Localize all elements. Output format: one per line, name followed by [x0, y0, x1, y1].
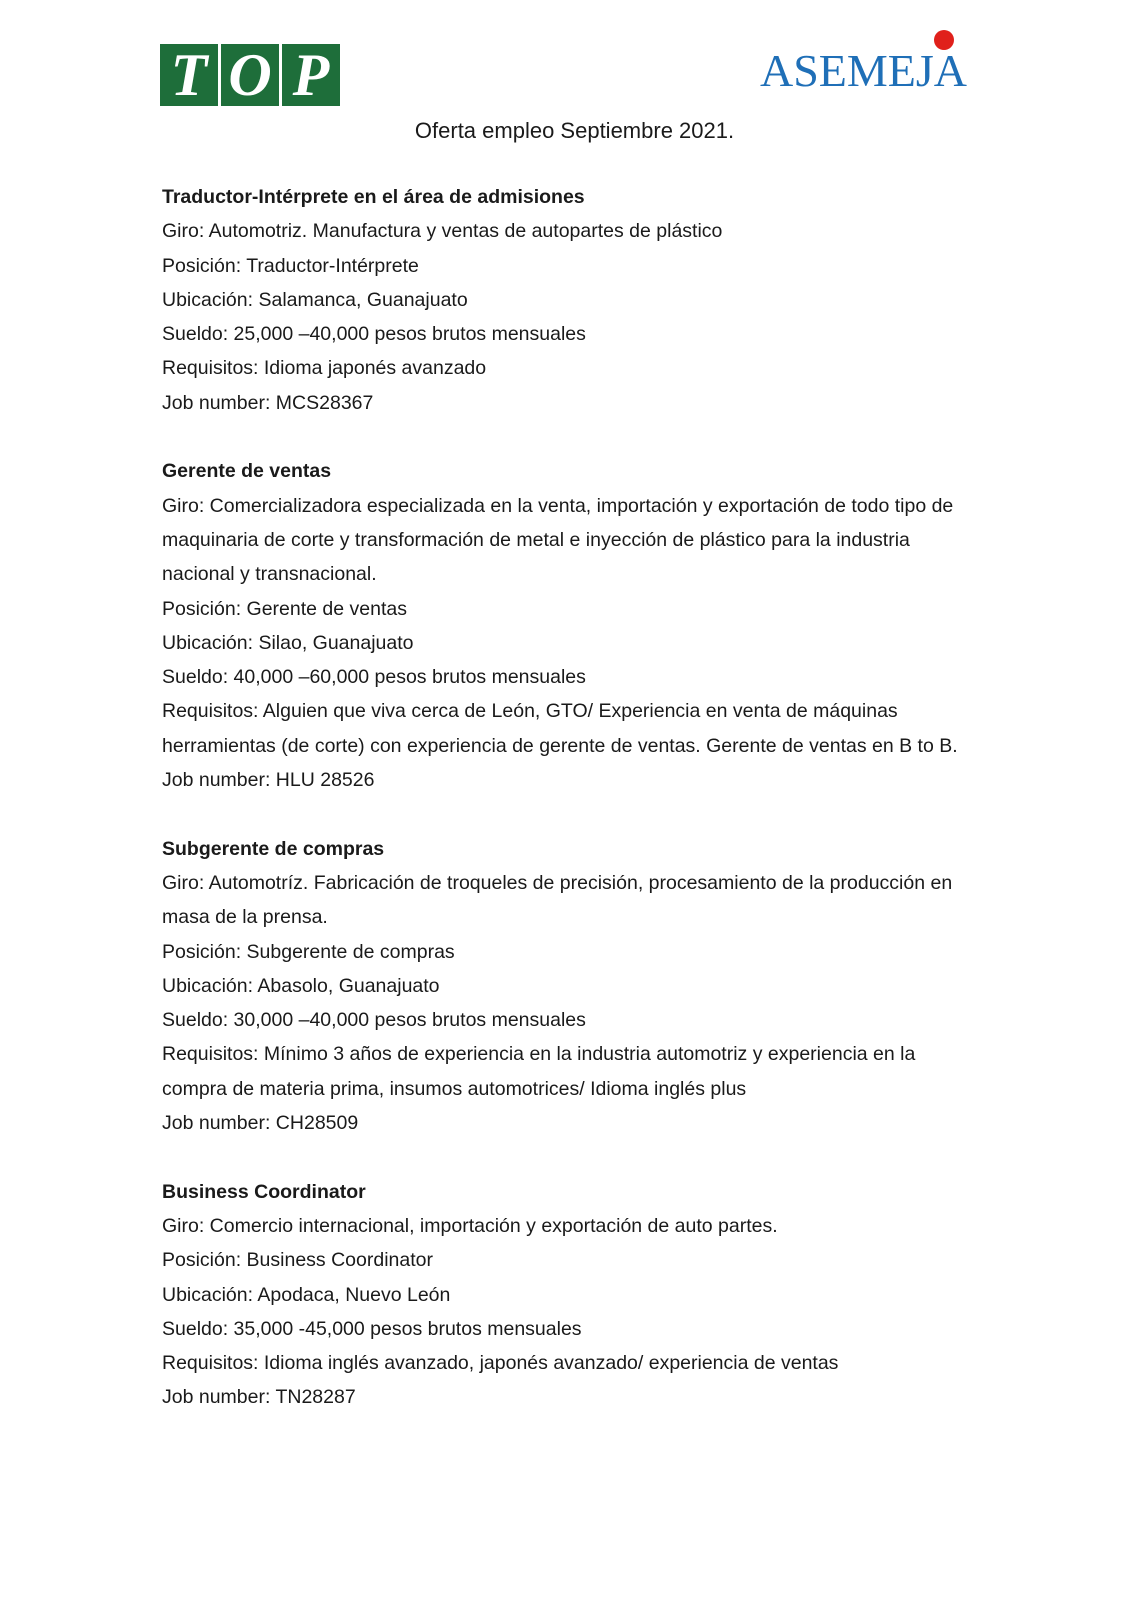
job-industry: Giro: Comercializadora especializada en la venta, importación y exportación de todo tipo de maquinaria de corte y transformación de metal e inyección de plástico para la industria nacional y transnacional. — [162, 494, 954, 586]
job-listing — [162, 1175, 972, 1415]
job-salary: Sueldo: 30,000 –40,000 pesos brutos mensuales — [162, 1009, 586, 1032]
job-title: Subgerente de compras — [162, 837, 385, 860]
top-logo-letter: P — [292, 42, 330, 108]
job-position: Posición: Business Coordinator — [162, 1249, 433, 1272]
job-industry: Giro: Automotríz. Fabricación de troqueles de precisión, procesamiento de la producción en masa de la prensa. — [162, 871, 953, 929]
job-location: Ubicación: Salamanca, Guanajuato — [162, 288, 468, 311]
job-number: Job number: CH28509 — [162, 1112, 359, 1135]
top-logo-box-t — [160, 44, 218, 106]
job-position: Posición: Subgerente de compras — [162, 940, 455, 963]
top-logo-box-o — [221, 44, 279, 106]
job-salary: Sueldo: 40,000 –60,000 pesos brutos mensuales — [162, 666, 586, 689]
top-logo-letter: T — [170, 42, 208, 108]
job-position: Posición: Traductor-Intérprete — [162, 254, 419, 277]
job-position: Posición: Gerente de ventas — [162, 597, 407, 620]
job-listings — [162, 180, 972, 1449]
job-location: Ubicación: Silao, Guanajuato — [162, 631, 414, 654]
job-industry: Giro: Automotriz. Manufactura y ventas de autopartes de plástico — [162, 220, 723, 243]
page-title: Oferta empleo Septiembre 2021. — [414, 118, 735, 143]
job-requirements: Requisitos: Idioma japonés avanzado — [162, 357, 487, 380]
top-logo-box-p — [282, 44, 340, 106]
job-requirements: Requisitos: Alguien que viva cerca de León, GTO/ Experiencia en venta de máquinas herramientas (de corte) con experiencia de gerente de ventas. Gerente de ventas en B to B. — [162, 700, 958, 757]
asemeja-logo — [760, 30, 972, 110]
job-requirements: Requisitos: Mínimo 3 años de experiencia en la industria automotriz y experiencia en la compra de materia prima, insumos automotrices/ Idioma inglés plus — [162, 1043, 916, 1100]
job-title: Traductor-Intérprete en el área de admisiones — [162, 186, 585, 208]
job-number: Job number: HLU 28526 — [162, 769, 375, 792]
job-listing — [162, 832, 972, 1141]
job-listing — [162, 454, 972, 797]
job-title: Business Coordinator — [162, 1180, 366, 1203]
job-salary: Sueldo: 25,000 –40,000 pesos brutos mensuales — [162, 323, 586, 346]
job-number: Job number: MCS28367 — [162, 391, 374, 414]
job-number: Job number: TN28287 — [162, 1386, 356, 1409]
top-logo-letter: O — [228, 42, 272, 108]
job-location: Ubicación: Abasolo, Guanajuato — [162, 974, 440, 997]
job-requirements: Requisitos: Idioma inglés avanzado, japonés avanzado/ experiencia de ventas — [162, 1352, 839, 1375]
job-industry: Giro: Comercio internacional, importación y exportación de auto partes. — [162, 1214, 778, 1237]
job-listing — [162, 180, 972, 420]
job-title: Gerente de ventas — [162, 460, 332, 483]
job-location: Ubicación: Apodaca, Nuevo León — [162, 1283, 451, 1306]
top-logo — [160, 44, 340, 106]
asemeja-logo-wordmark: ASEMEJA — [760, 45, 968, 96]
job-salary: Sueldo: 35,000 -45,000 pesos brutos mensuales — [162, 1317, 582, 1340]
